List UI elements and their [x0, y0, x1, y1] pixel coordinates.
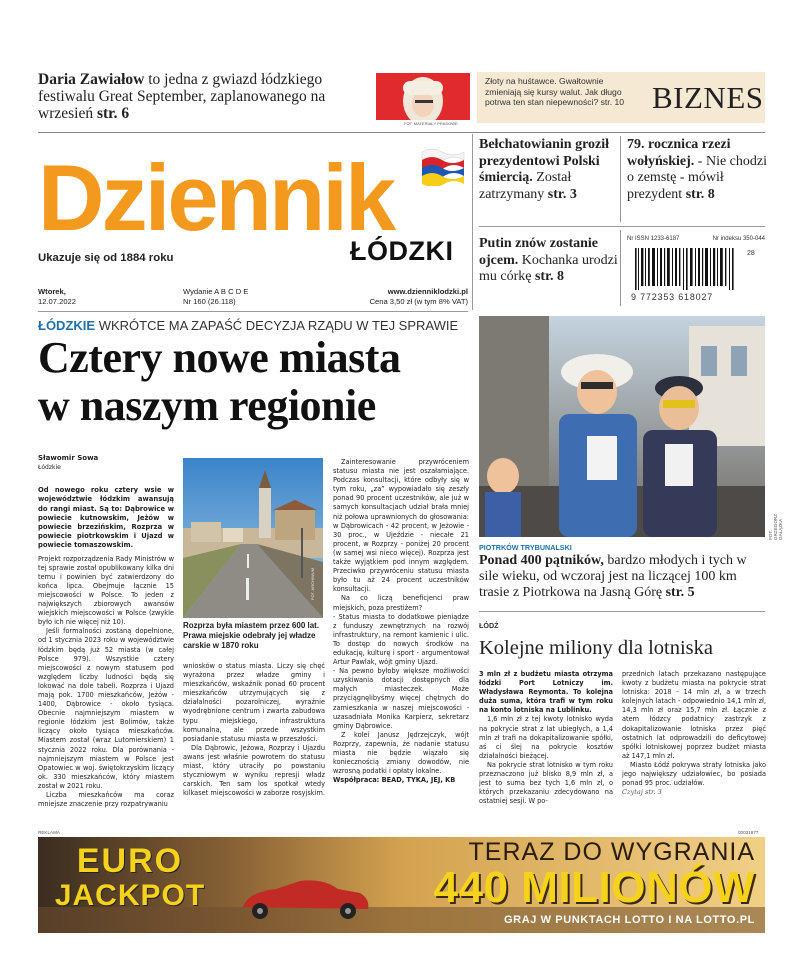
pilgrims-photo[interactable] [479, 316, 765, 537]
main-photo[interactable] [183, 458, 323, 618]
airport-headline[interactable]: Kolejne miliony dla lotniska [479, 637, 714, 659]
masthead-divider [38, 311, 468, 312]
barcode-image [635, 248, 745, 290]
side-teaser-3-text: Kochanka urodzi mu córkę [479, 252, 618, 284]
lottery-ad[interactable] [38, 837, 765, 933]
pilgrims-image [479, 316, 765, 537]
business-teaser [485, 76, 631, 108]
business-teaser-text: Złoty na huśtawce. Gwałtownie zmieniają się kursy walut. Jak długo potrwa ten stan niepewności? [485, 76, 622, 108]
side-divider-v2 [620, 230, 621, 306]
main-col-1 [38, 454, 174, 809]
barcode-number: 9 772353 618027 [631, 292, 714, 302]
side-teaser-3[interactable] [479, 236, 619, 286]
pilgrims-headline-bold: Ponad 400 pątników, [479, 553, 604, 568]
airport-col2-p2: Miasto Łódź pokrywa straty lotniska jako jego największy udziałowiec, bo posiada ponad 95 proc. udziałów. [622, 760, 766, 788]
main-col3-p4: - Na pewno byłoby większe możliwości uzyskiwania dotacji dostępnych dla małych miasteczek. Może przyciągnęlibyśmy więcej chętnych do zamieszkania w naszej miejscowości - uzasadniała Monika Karpierz, sekretarz gminy Dąbrowice. [333, 667, 469, 730]
barcode-index: Nr indeksu 350-044 [712, 236, 765, 242]
top-teaser-text: to jedna z gwiazd łódzkiego festiwalu Great September, zaplanowanego na wrzesień [38, 71, 326, 122]
airport-col-2 [622, 670, 766, 797]
side-divider-h [479, 226, 765, 227]
side-teaser-2-text: - Nie chodzi o zemstę - mówił prezydent [627, 153, 767, 202]
edition-issue: Nr 160 (26.118) [183, 296, 236, 306]
airport-col1-p2: 1,6 mln zł z tej kwoty lotnisko wyda na pokrycie strat z lat ubiegłych, a 1,4 mln zł trafi na dokapitalizowanie spółki, aś ci ślej na pokrycie kosztów działalności bieżącej. [479, 715, 613, 760]
top-teaser-bold: Daria Zawiałow [38, 71, 145, 88]
pilgrims-photo-credit: FOT. GRZEGORZ GAŁĄZKA [768, 513, 783, 540]
airport-continue[interactable]: Czytaj str. 3 [622, 788, 662, 797]
top-teaser-photo[interactable] [376, 73, 470, 120]
top-divider [38, 132, 765, 133]
side-teaser-1-ref: str. 3 [547, 186, 577, 202]
ad-brand-line2: JACKPOT [54, 879, 206, 912]
side-teaser-2-bold: 79. rocznica rzezi wołyńskiej. [627, 137, 731, 169]
side-teaser-1-bold: Bełchatowianin groził prezydentowi Polski śmiercią. [479, 137, 610, 185]
business-box[interactable] [477, 72, 765, 123]
ad-label-left: REKLAMA [38, 830, 60, 835]
masthead-tagline: Ukazuje się od 1884 roku [38, 252, 174, 264]
barcode-issue-code: 28 [747, 250, 755, 257]
main-coauthors: Współpraca: BEAD, TYKA, JEJ, KB [333, 776, 456, 785]
main-headline-line1: Cztery nowe miasta [38, 333, 401, 382]
main-col1-p1: Projekt rozporządzenia Rady Ministrów w tej sprawie został opublikowany kilka dni temu i powinien być zatwierdzony do końca lipca. Obejmuje łącznie 15 miejscowości w Polsce. To jeden z największych zbiorowych awansów wiejskich miejscowości w Polsce (zwykle było ich nie więcej niż 10). [38, 554, 174, 627]
town-street-image [183, 458, 323, 618]
pilgrims-kicker: PIOTRKÓW TRYBUNALSKI [479, 543, 572, 552]
ad-line1: TERAZ DO WYGRANIA [468, 838, 755, 866]
edition-day: Wtorek, [38, 287, 66, 296]
main-kicker [38, 318, 458, 334]
side-teaser-2[interactable] [627, 137, 767, 203]
airport-kicker: ŁÓDŹ [479, 621, 499, 630]
main-author: Sławomir Sowa [38, 454, 99, 462]
ad-line2: 440 MILIONÓW [433, 863, 755, 912]
side-teaser-3-bold: Putin znów zostanie ojcem. [479, 236, 598, 268]
side-teaser-2-ref: str. 8 [685, 186, 715, 202]
top-teaser[interactable] [38, 71, 366, 122]
edition-date: 12.07.2022 [38, 296, 77, 306]
pilgrims-headline-text: bardzo młodych i tych w sile wieku, od wczoraj jest na liczącej 100 km trasie z Piotrkowa na Jasną Górę [479, 553, 747, 600]
main-col3-p1: Zainteresowanie przywróceniem statusu miasta nie jest oszałamiające. Podczas konsultacji, które odbyły się w tym roku, „za” wypowiadało się zeszły ponad 90 procent uczestników, ale już w samych konsultacjach udział brała mniej niż połowa uprawnionych do głosowania: w Dąbrowicach - 42 procent, w Jeżowie - 30 proc., w Ujeździe - niecałe 21 procent, w Rozprzy - poniżej 20 procent (w samej wsi nieco więcej). Rozprza jest także wyjątkiem pod innym względem. Przeciwko przywróceniu statusu miasta było tu aż 24 procent uczestników konsultacji. [333, 458, 469, 594]
airport-col-1 [479, 670, 613, 806]
main-kicker-label: ŁÓDZKIE [38, 318, 96, 333]
top-photo-credit: FOT. MATERIAŁY PRASOWE [404, 121, 458, 126]
side-teaser-3-ref: str. 8 [534, 269, 565, 284]
main-kicker-text: WKRÓTCE MA ZAPAŚĆ DECYZJA RZĄDU W TEJ SPRAWIE [98, 318, 459, 333]
barcode-issn: Nr ISSN 1233-6187 [627, 236, 680, 242]
main-col-2 [183, 662, 325, 798]
ad-brand [50, 843, 210, 913]
main-photo-credit: FOT. ARCHIWUM [310, 568, 315, 600]
ad-label-right: 00031677 [738, 830, 759, 835]
ad-brand-line1: EURO [76, 842, 184, 880]
edition-price: Cena 3,50 zł (w tym 8% VAT) [369, 296, 468, 306]
pilgrims-headline-ref: str. 5 [665, 585, 695, 600]
main-col2-p2: Dla Dąbrowic, Jeżowa, Rozprzy i Ujazdu awans jest właśnie powrotem do statusu miast, który utraciły po powstaniu styczniowym w wyniku represji władz carskich. Ten sam los spotkał wtedy kilkaset miejscowości w zaborze rosyjskim. [183, 743, 325, 798]
main-lead: Od nowego roku cztery wsie w województwie łódzkim awansują do rangi miast. Są to: Dąbrowice w powiecie kutnowskim, Jeżów w powiecie brzezińskim, Rozprza w powiecie piotrkowskim i Ujazd w powiecie tomaszowskim. [38, 486, 174, 550]
barcode-block [627, 236, 767, 306]
pilgrims-headline[interactable] [479, 553, 767, 601]
main-photo-caption: Rozprza była miastem przez 600 lat. Prawa miejskie odebrały jej władze carskie w 1870 roku [183, 621, 320, 651]
logo-lodzki: ŁÓDZKI [350, 236, 454, 266]
airport-col1-p1: 3 mln zł z budżetu miasta otrzyma łódzki Port Lotniczy im. Władysława Reymonta. To kolejna duża suma, która trafi w tym roku na konto lotniska na Lublinku. [479, 670, 613, 715]
edition-variants: Wydanie A B C D E [183, 287, 249, 296]
side-divider-v [620, 136, 621, 222]
main-col1-p3: Liczba mieszkańców ma coraz mniejsze znaczenie przy rozpatrywaniu [38, 791, 174, 809]
side-teaser-1[interactable] [479, 137, 619, 203]
main-location: Łódzkie [38, 464, 61, 472]
airport-col2-p1: przednich latach przekazano następujące kwoty z budżetu miasta na pokrycie strat lotniska: 2018 - 14 mln zł, a w trzech kolejnych latach - odpowiednio 14,1 mln zł, 14,3 mln zł oraz 15,7 mln zł. Łącznie z atem łódzcy podatnicy zastrzyk z dokapitalizowanie lotniska przez pięć ostatnich lat odprowadzili do deficytowej spółki lotniskowej poprzez budżet miasta aż 147,1 mln zł. [622, 670, 766, 760]
flag-icon [420, 146, 466, 186]
top-teaser-ref: str. 6 [96, 105, 130, 122]
main-col3-p2: Na co liczą beneficjenci praw miejskich, poza prestiżem? [333, 594, 469, 612]
pilgrims-divider [479, 611, 765, 612]
business-teaser-ref: str. 10 [600, 97, 625, 108]
business-label: BIZNES [652, 80, 764, 115]
main-col3-p3: - Status miasta to dodatkowe pieniądze z funduszy zewnętrznych na rozwój infrastruktury, na remont kamienic i ulic. To dostęp do nowych środków na edukację, kulturę i sport - argumentował Artur Pawlak, wójt gminy Ujazd. [333, 612, 469, 667]
edition-website[interactable]: www.dzienniklodzki.pl [387, 287, 468, 296]
singer-portrait-image [376, 73, 470, 120]
main-headline[interactable] [38, 334, 478, 430]
main-col2-p1: wniosków o status miasta. Liczy się chęć wyrażona przez władze gminy i mieszkańców, wskaźnik ponad 60 procent mieszkańców utrzymujących się z działalności pozarolniczej, wyraźnie wyodrębnione centrum i zwarta zabudowa typu miejskiego, infrastruktura komunalna, ale przede wszystkim posiadanie statusu miasta w przeszłości. [183, 662, 325, 743]
main-col-3 [333, 458, 469, 785]
logo-dziennik: Dziennik [38, 145, 394, 250]
masthead-logo[interactable] [38, 140, 466, 270]
edition-info [38, 287, 468, 309]
airport-col1-p3: Na pokrycie strat lotnisko w tym roku przeznaczono już blisko 8,9 mln zł, a jest to suma bez tych 1,6 mln zł, o których przekazaniu zdecydowano na ostatniej sesji. W po- [479, 760, 613, 806]
main-col1-p2: Jeśli formalności zostaną dopełnione, od 1 stycznia 2023 roku w województwie łódzkim będą już 52 miasta (w całej Polsce 979). Wszystkie cztery miejscowości z nowym statusem pod względem liczby ludności będą się lokować na dole tabeli. Rozprza i Ujazd mają pok. 1700 mieszkańców, Jeżów - 1400, Dąbrowice - około tysiąca. Obecnie najmniejszym miastem w regionie łódzkim jest Bolimów, także liczący około tysiąca mieszkańców. Miastem został (wraz Lutomierskiem) 1 stycznia 2022 roku. Dla porównania - najmniejszym miastem w Polsce jest Opatowiec w woj. świętokrzyskim liczący ok. 330 mieszkańców, który miastem został w 2021 roku. [38, 627, 174, 790]
ad-line3: GRAJ W PUNKTACH LOTTO I NA LOTTO.PL [504, 914, 755, 926]
main-headline-line2: w naszym regionie [38, 381, 376, 430]
main-col3-p5: Z kolei Janusz Jędrzejczyk, wójt Rozprzy, zapewnia, że nadanie statusu miasta nie będzie wiązało się koniecznością zmiany dowodów, nie wzrosną podatki i opłaty lokalne. [333, 730, 469, 776]
right-column-divider [472, 134, 473, 310]
side-teaser-1-text: Został zatrzymany [479, 170, 572, 202]
